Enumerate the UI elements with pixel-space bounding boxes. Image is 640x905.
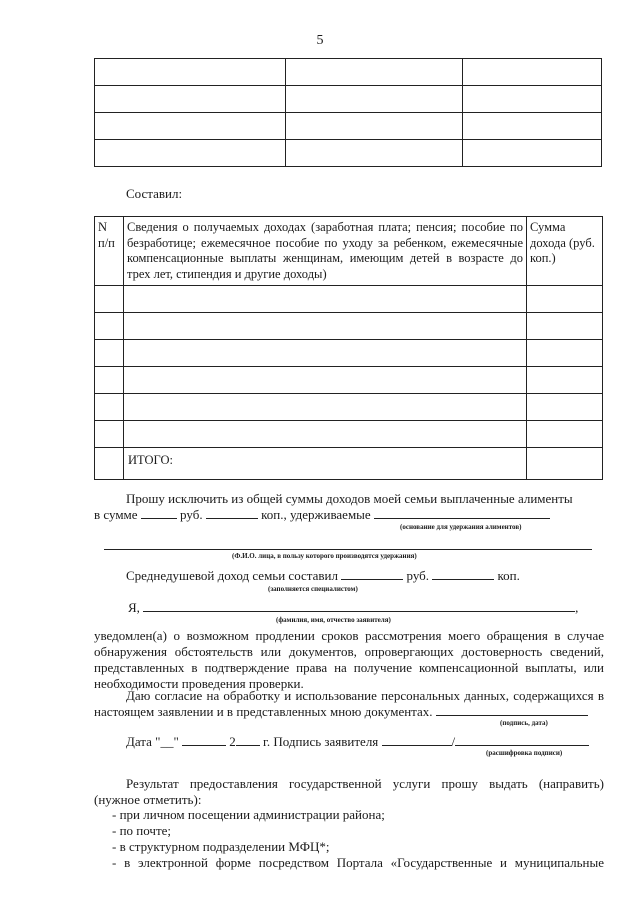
avg-rub-label: руб. bbox=[406, 568, 430, 583]
table-total-row bbox=[95, 448, 603, 480]
result-option[interactable]: - в структурном подразделении МФЦ*; bbox=[112, 839, 330, 854]
composed-label: Составил: bbox=[126, 186, 183, 201]
basis-field[interactable] bbox=[374, 507, 550, 519]
total-label: ИТОГО: bbox=[124, 448, 527, 480]
in-sum-label: в сумме bbox=[94, 507, 138, 522]
table-row bbox=[95, 86, 602, 113]
consent-paragraph: Даю согласие на обработку и использование персональных данных, содержащихся в настоящем заявлении и в представленных мною документах. bbox=[94, 688, 604, 719]
year-prefix: 2 bbox=[229, 734, 236, 749]
person-field[interactable] bbox=[104, 549, 592, 550]
date-sign-row: Дата "__" 2 г. Подпись заявителя / bbox=[126, 734, 589, 750]
result-option[interactable]: - по почте; bbox=[112, 823, 172, 838]
table-row bbox=[95, 59, 602, 86]
signature-label: г. Подпись заявителя bbox=[263, 734, 379, 749]
avg-income-row bbox=[126, 568, 520, 584]
consent-signature-field[interactable] bbox=[436, 704, 588, 716]
avg-income-label: Среднедушевой доход семьи составил bbox=[126, 568, 338, 583]
page-number: 5 bbox=[316, 33, 324, 48]
signature-decoding-field[interactable] bbox=[455, 734, 589, 746]
avg-income-hint: (заполняется специалистом) bbox=[268, 585, 358, 593]
col-description-header: Сведения о получаемых доходах (заработная плата; пенсия; пособие по безработице; ежемесячное пособие по уходу за ребенком, ежемесячные компенсационные выплаты женщинам, имеющим детей в возрасте до трех лет, стипендия и другие доходы) bbox=[124, 217, 527, 286]
table-header-row bbox=[95, 217, 603, 286]
kop-withheld-label: коп., удерживаемые bbox=[261, 507, 371, 522]
top-table bbox=[94, 58, 602, 167]
person-hint: (Ф.И.О. лица, в пользу которого производятся удержания) bbox=[232, 552, 417, 560]
table-row bbox=[95, 421, 603, 448]
year-field[interactable] bbox=[236, 734, 260, 746]
alimony-line: Прошу исключить из общей суммы доходов моей семьи выплаченные алименты bbox=[126, 491, 573, 506]
consent-hint: (подпись, дата) bbox=[500, 719, 548, 727]
applicant-name-field[interactable] bbox=[143, 600, 575, 612]
signature-hint: (расшифровка подписи) bbox=[486, 749, 563, 757]
rub-label: руб. bbox=[180, 507, 203, 522]
kop-field[interactable] bbox=[206, 507, 258, 519]
table-row bbox=[95, 367, 603, 394]
avg-kop-field[interactable] bbox=[432, 568, 494, 580]
income-table bbox=[94, 216, 603, 480]
date-month-field[interactable] bbox=[182, 734, 226, 746]
table-row bbox=[95, 286, 603, 313]
avg-kop-label: коп. bbox=[497, 568, 520, 583]
applicant-row: Я, , bbox=[128, 600, 579, 615]
table-row bbox=[95, 394, 603, 421]
col-sum-header: Сумма дохода (руб. коп.) bbox=[527, 217, 603, 286]
col-number-header: N п/п bbox=[95, 217, 124, 286]
table-row bbox=[95, 113, 602, 140]
alimony-sum-row bbox=[94, 507, 550, 523]
notice-paragraph: уведомлен(а) о возможном продлении сроков рассмотрения моего обращения в случае обнаружения обстоятельств или документов, опровергающих достоверность сведений, представленных в подтверждение права на получение компенсационной выплаты, или необходимости проведения проверки. bbox=[94, 628, 604, 691]
table-row bbox=[95, 140, 602, 167]
avg-rub-field[interactable] bbox=[341, 568, 403, 580]
date-label: Дата "__" bbox=[126, 734, 179, 749]
result-paragraph: Результат предоставления государственной услуги прошу выдать (направить) (нужное отметить): bbox=[94, 776, 604, 807]
signature-field[interactable] bbox=[382, 734, 452, 746]
result-option[interactable]: - в электронной форме посредством Портала «Государственные и муниципальные bbox=[112, 855, 604, 870]
rub-field[interactable] bbox=[141, 507, 177, 519]
basis-hint: (основание для удержания алиментов) bbox=[400, 523, 522, 531]
applicant-hint: (фамилия, имя, отчество заявителя) bbox=[276, 616, 391, 624]
table-row bbox=[95, 313, 603, 340]
ya-label: Я, bbox=[128, 600, 140, 615]
result-option[interactable]: - при личном посещении администрации района; bbox=[112, 807, 385, 822]
table-row bbox=[95, 340, 603, 367]
